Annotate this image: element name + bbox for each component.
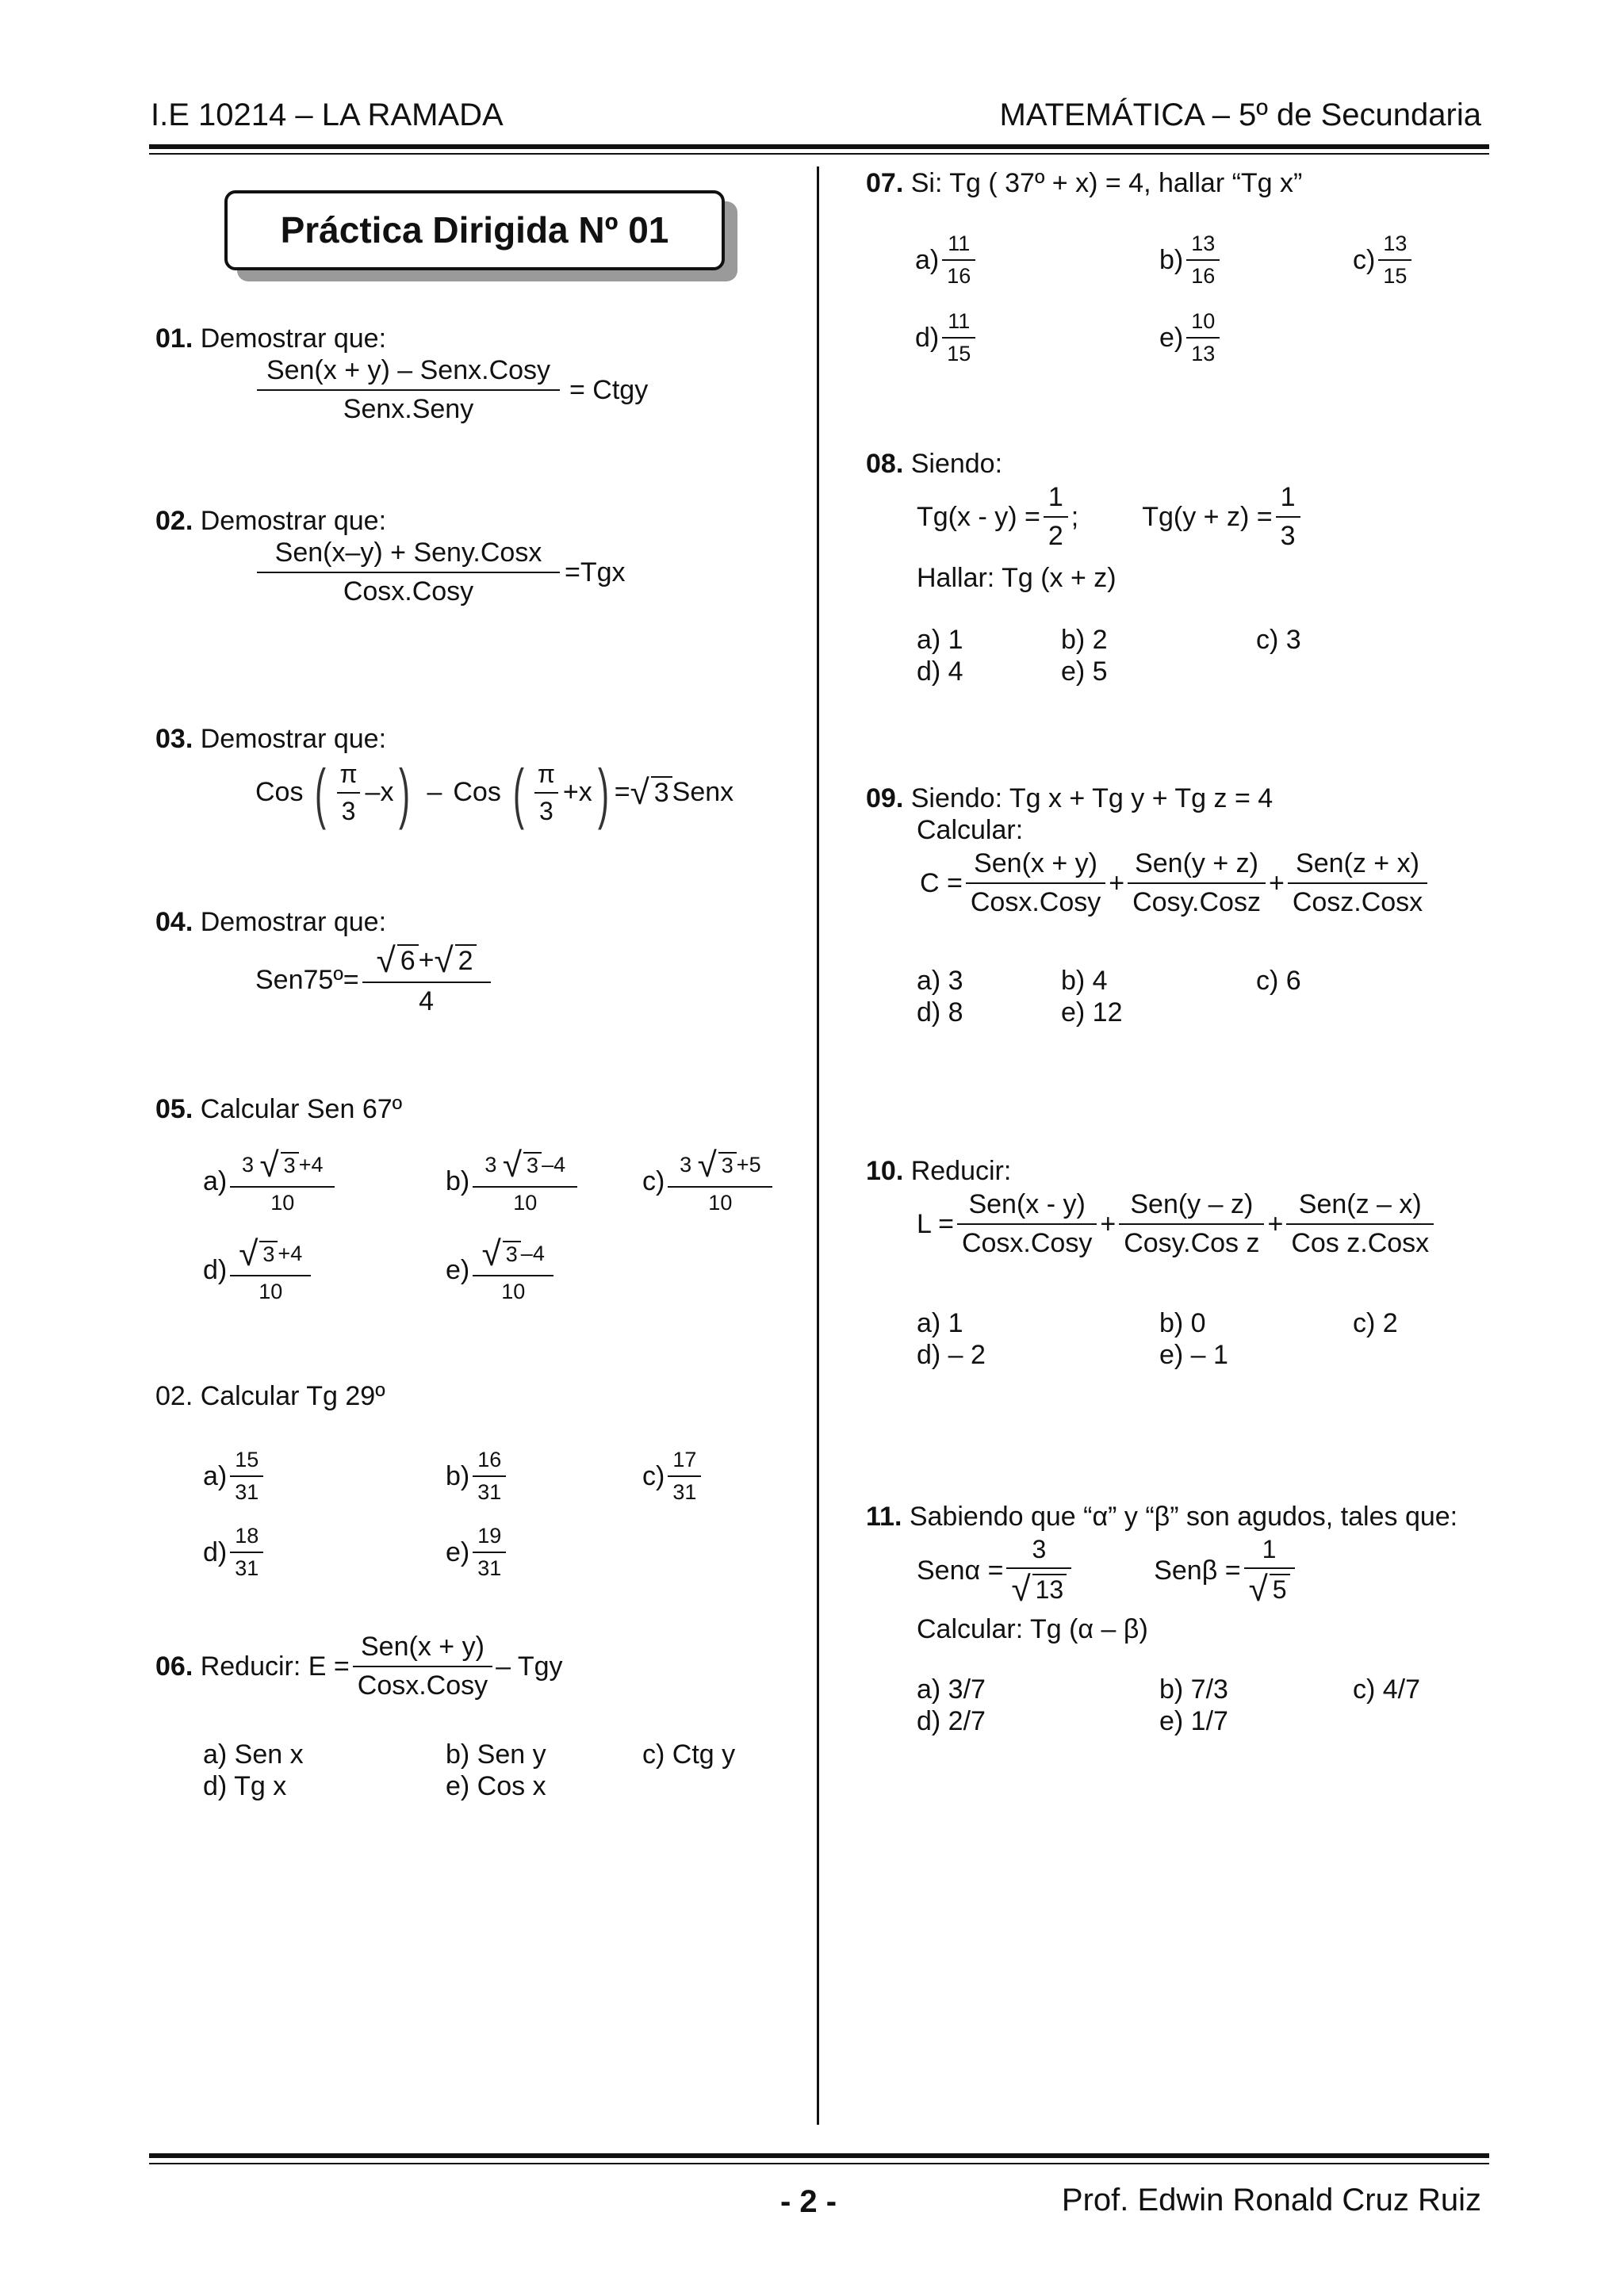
header-course: MATEMÁTICA – 5º de Secundaria (999, 98, 1481, 132)
addend: +4 (278, 1242, 303, 1266)
question-02 (155, 506, 386, 537)
fraction (230, 1524, 263, 1581)
option-a[interactable] (203, 1448, 266, 1505)
option-a[interactable] (203, 1148, 338, 1215)
sqrt-icon: √ (502, 1146, 523, 1184)
cos-term: Cos (255, 777, 304, 808)
denominator: 31 (230, 1475, 263, 1505)
option-label: b) (1159, 244, 1184, 275)
denominator: 3 (1276, 516, 1300, 552)
question-number: 07. (866, 168, 904, 198)
footer-rule (149, 2153, 1489, 2158)
page-number: - 2 - (780, 2184, 837, 2219)
fraction (353, 1632, 492, 1701)
header-rule (149, 144, 1489, 149)
option-b[interactable]: b) 2 (1061, 625, 1108, 655)
option-c[interactable]: c) 3 (1256, 625, 1301, 655)
numerator: 11 (948, 232, 971, 255)
numerator: 1 (1262, 1535, 1277, 1563)
numerator: Sen(z – x) (1298, 1189, 1422, 1219)
denominator: 10 (230, 1186, 335, 1215)
question-07 (866, 168, 1302, 199)
numerator: 13 (1191, 232, 1216, 255)
question-number: 11. (866, 1502, 902, 1532)
fraction (1378, 232, 1411, 289)
numerator: 17 (672, 1448, 697, 1471)
sqrt-icon: √ (1011, 1569, 1031, 1609)
sqrt-icon: √ (481, 1234, 501, 1273)
plus-sign: + (1267, 1208, 1284, 1239)
denominator: Cosx.Cosy (353, 1666, 492, 1701)
fraction (1186, 309, 1220, 366)
denominator: 31 (473, 1475, 506, 1505)
denominator: 15 (942, 337, 975, 366)
option-d[interactable]: d) – 2 (917, 1340, 986, 1370)
option-e[interactable]: e) 12 (1061, 997, 1123, 1027)
question-number: 09. (866, 783, 904, 813)
minus-sign: – (427, 777, 442, 808)
fraction (942, 232, 975, 289)
question-08 (866, 449, 1002, 480)
option-label: c) (642, 1165, 665, 1196)
option-d[interactable] (915, 309, 979, 366)
q03-formula (255, 756, 734, 830)
fraction (1288, 848, 1427, 918)
numerator: Sen(x + y) – Senx.Cosy (266, 355, 551, 385)
fraction (1244, 1535, 1295, 1607)
option-b[interactable] (446, 1148, 580, 1215)
option-a[interactable]: a) 1 (917, 1308, 963, 1338)
q09-formula (920, 848, 1431, 918)
radicand: 5 (1270, 1574, 1290, 1605)
denominator: Cosx.Cosy (257, 572, 560, 607)
option-e[interactable]: e) 5 (1061, 656, 1108, 687)
denominator: Cosx.Cosy (966, 882, 1105, 918)
plus-x: +x (562, 777, 592, 808)
question-10 (866, 1156, 1011, 1187)
denominator: 10 (473, 1275, 553, 1304)
radicand: 3 (503, 1241, 521, 1267)
equation-lhs: Sen75º= (255, 965, 359, 995)
denominator: 31 (230, 1552, 263, 1581)
question-03 (155, 724, 386, 755)
fraction (230, 1148, 335, 1215)
addend: +5 (736, 1153, 761, 1177)
question-number: 06. (155, 1651, 193, 1682)
option-d[interactable]: d) Tg x (203, 1771, 287, 1801)
question-number: 10. (866, 1156, 904, 1186)
footer-rule-thin (149, 2163, 1489, 2164)
question-tg29: 02. Calcular Tg 29º (155, 1381, 385, 1411)
option-a[interactable]: a) Sen x (203, 1739, 304, 1770)
numerator: 15 (235, 1448, 259, 1471)
option-c[interactable]: c) 4/7 (1353, 1674, 1421, 1705)
numerator: Sen(x–y) + Seny.Cosx (274, 538, 542, 568)
coefficient: 3 (680, 1153, 692, 1177)
question-text: Reducir: (910, 1156, 1012, 1186)
sqrt-icon: √ (630, 773, 649, 812)
addend: –4 (542, 1153, 566, 1177)
option-c[interactable]: c) Ctg y (642, 1739, 736, 1770)
option-b[interactable]: b) 0 (1159, 1308, 1206, 1338)
option-label: a) (203, 1460, 228, 1491)
plus-sign: + (1100, 1208, 1116, 1239)
denominator: Cos z.Cosx (1286, 1223, 1434, 1259)
fraction (257, 538, 560, 607)
numerator: Sen(y + z) (1135, 848, 1258, 878)
fraction (473, 1448, 506, 1505)
question-text: Sabiendo que “α” y “β” son agudos, tales que: (909, 1502, 1458, 1532)
question-number: 01. (155, 323, 193, 354)
option-b[interactable]: b) 4 (1061, 966, 1108, 996)
header-school: I.E 10214 – LA RAMADA (151, 98, 504, 132)
equation-rhs: – Tgy (496, 1651, 563, 1682)
paren-open: ( (512, 756, 524, 830)
option-b[interactable] (446, 1448, 509, 1505)
fraction (668, 1448, 701, 1505)
question-number: 05. (155, 1094, 193, 1124)
numerator: 13 (1383, 232, 1408, 255)
q02-formula (254, 538, 626, 607)
option-a[interactable]: a) 3/7 (917, 1674, 986, 1705)
option-label: b) (446, 1165, 470, 1196)
numerator (237, 1148, 328, 1186)
sqrt-icon: √ (239, 1234, 259, 1273)
sqrt-icon: √ (376, 941, 396, 980)
numerator: Sen(z + x) (1296, 848, 1419, 878)
paren-close: ) (399, 756, 411, 830)
q10-formula (917, 1189, 1437, 1259)
numerator: Sen(x - y) (968, 1189, 1086, 1219)
equation-rhs: = Ctgy (569, 374, 649, 405)
equals-sign: = (614, 777, 630, 808)
coefficient: 3 (241, 1153, 254, 1177)
option-d[interactable]: d) 8 (917, 997, 963, 1027)
option-e[interactable] (446, 1524, 509, 1581)
header-rule-thin (149, 153, 1489, 155)
option-label: e) (1159, 322, 1184, 353)
option-c[interactable] (642, 1448, 704, 1505)
option-e[interactable] (1159, 309, 1223, 366)
numerator: 1 (1048, 482, 1063, 512)
numerator: Sen(x + y) (974, 848, 1097, 878)
fraction (1006, 1535, 1071, 1607)
paren-open: ( (315, 756, 327, 830)
denominator: 10 (473, 1186, 577, 1215)
numerator (234, 1234, 307, 1275)
denominator: 3 (534, 792, 558, 826)
radicand: 6 (397, 944, 419, 977)
page-title (224, 190, 725, 270)
sin-beta: Senβ = (1154, 1555, 1241, 1586)
denominator: 4 (362, 982, 491, 1017)
option-label: d) (915, 322, 940, 353)
denominator: 15 (1378, 259, 1411, 289)
numerator: 10 (1191, 309, 1216, 333)
option-b[interactable] (1159, 232, 1223, 289)
radicand: 3 (523, 1152, 542, 1178)
equation-lhs: E = (308, 1651, 350, 1682)
numerator: π (537, 760, 555, 789)
radicand: 13 (1032, 1574, 1067, 1605)
option-c[interactable] (642, 1148, 776, 1215)
q11-find: Calcular: Tg (α – β) (917, 1614, 1148, 1644)
option-c[interactable] (1353, 232, 1415, 289)
equation-rhs: Senx (672, 777, 734, 808)
denominator: 16 (942, 259, 975, 289)
numerator: 1 (1280, 482, 1296, 512)
radicand: 3 (651, 776, 672, 809)
option-d[interactable]: d) 2/7 (917, 1706, 986, 1736)
denominator: Cosz.Cosx (1288, 882, 1427, 918)
equation-rhs: =Tgx (565, 557, 626, 587)
fraction (473, 1234, 553, 1304)
fraction (668, 1148, 772, 1215)
fraction (230, 1234, 311, 1304)
question-text: Demostrar que: (200, 323, 387, 354)
pi-over-3 (335, 760, 362, 826)
question-number: 04. (155, 907, 193, 937)
sqrt-icon: √ (697, 1146, 717, 1184)
fraction (966, 848, 1105, 918)
fraction (957, 1189, 1097, 1259)
denominator (1244, 1567, 1295, 1607)
option-label: a) (203, 1165, 228, 1196)
fraction (473, 1524, 506, 1581)
plus-sign: + (1268, 867, 1285, 898)
q08-find: Hallar: Tg (x + z) (917, 563, 1116, 593)
denominator: 10 (230, 1275, 311, 1304)
question-04 (155, 907, 386, 938)
option-d[interactable] (203, 1524, 266, 1581)
equation-part: Tg(y + z) = (1142, 501, 1273, 532)
question-text: Demostrar que: (200, 506, 387, 536)
question-01 (155, 323, 386, 354)
option-e[interactable]: e) – 1 (1159, 1340, 1228, 1370)
denominator: 31 (668, 1475, 701, 1505)
denominator: Cosy.Cos z (1119, 1223, 1264, 1259)
numerator (480, 1148, 570, 1186)
numerator: Sen(x + y) (361, 1632, 485, 1662)
numerator: Sen(y – z) (1130, 1189, 1254, 1219)
option-label: a) (915, 244, 940, 275)
question-number: 08. (866, 449, 904, 479)
option-label: e) (446, 1254, 470, 1285)
numerator: π (339, 760, 358, 789)
equation-lhs: C = (920, 867, 963, 898)
fraction (1128, 848, 1266, 918)
denominator: 3 (337, 792, 361, 826)
denominator: Senx.Seny (257, 389, 560, 425)
equation-part: Tg(x - y) = (917, 501, 1040, 532)
coefficient: 3 (485, 1153, 497, 1177)
denominator: 16 (1186, 259, 1220, 289)
footer-author: Prof. Edwin Ronald Cruz Ruiz (1061, 2183, 1481, 2218)
option-label: e) (446, 1536, 470, 1567)
denominator: Cosy.Cosz (1128, 882, 1266, 918)
option-a[interactable]: a) 3 (917, 966, 963, 996)
question-05 (155, 1094, 402, 1125)
option-label: b) (446, 1460, 470, 1491)
denominator: 10 (668, 1186, 772, 1215)
numerator (477, 1234, 550, 1275)
question-11 (866, 1502, 1457, 1533)
numerator: 11 (948, 309, 971, 333)
separator: ; (1071, 501, 1079, 532)
option-e[interactable]: e) Cos x (446, 1771, 546, 1801)
fraction (473, 1148, 577, 1215)
option-e[interactable]: e) 1/7 (1159, 1706, 1228, 1736)
option-label: d) (203, 1536, 228, 1567)
question-09 (866, 783, 1273, 814)
option-c[interactable]: c) 6 (1256, 966, 1301, 996)
pi-over-3 (533, 760, 560, 826)
question-text: Calcular Sen 67º (200, 1094, 403, 1124)
q04-formula (255, 943, 494, 1017)
fraction (230, 1448, 263, 1505)
question-text: Si: Tg ( 37º + x) = 4, hallar “Tg x” (910, 168, 1303, 198)
question-06 (155, 1632, 563, 1701)
minus-x: –x (365, 777, 394, 808)
option-d[interactable]: d) 4 (917, 656, 963, 687)
question-text: Demostrar que: (200, 724, 387, 754)
denominator: 2 (1044, 516, 1068, 552)
denominator: 31 (473, 1552, 506, 1581)
sqrt-icon: √ (434, 941, 454, 980)
addend: –4 (520, 1242, 545, 1266)
question-text: Siendo: Tg x + Tg y + Tg z = 4 (910, 783, 1274, 813)
option-b[interactable]: b) 7/3 (1159, 1674, 1228, 1705)
fraction (1276, 482, 1300, 552)
question-text: Siendo: (910, 449, 1003, 479)
fraction (1044, 482, 1068, 552)
numerator: 3 (1032, 1535, 1047, 1563)
question-text: Demostrar que: (200, 907, 387, 937)
question-number: 02. (155, 506, 193, 536)
question-text: Reducir: (200, 1651, 301, 1682)
addend: +4 (298, 1153, 324, 1177)
radicand: 3 (259, 1241, 278, 1267)
equation-lhs: L = (917, 1208, 954, 1239)
radicand: 3 (718, 1152, 737, 1178)
q09-calc: Calcular: (917, 815, 1024, 845)
sin-alpha: Senα = (917, 1555, 1004, 1586)
option-e[interactable] (446, 1234, 557, 1304)
option-label: c) (1353, 244, 1376, 275)
option-b[interactable]: b) Sen y (446, 1739, 546, 1770)
sqrt-icon: √ (1248, 1569, 1268, 1609)
fraction (257, 355, 560, 425)
denominator (1006, 1567, 1071, 1607)
numerator: 16 (477, 1448, 502, 1471)
radicand: 2 (455, 944, 477, 977)
numerator (675, 1148, 766, 1186)
sqrt-icon: √ (259, 1146, 279, 1184)
fraction (942, 309, 975, 366)
fraction (1119, 1189, 1264, 1259)
q11-formula (917, 1535, 1298, 1607)
question-number: 03. (155, 724, 193, 754)
numerator: 19 (477, 1524, 502, 1548)
fraction (362, 943, 491, 1017)
denominator: Cosx.Cosy (957, 1223, 1097, 1259)
option-c[interactable]: c) 2 (1353, 1308, 1398, 1338)
option-d[interactable] (203, 1234, 314, 1304)
q01-formula (254, 355, 648, 425)
option-a[interactable]: a) 1 (917, 625, 963, 655)
denominator: 13 (1186, 337, 1220, 366)
page-title-text: Práctica Dirigida Nº 01 (280, 209, 669, 251)
plus-sign: + (418, 945, 435, 976)
radicand: 3 (281, 1152, 299, 1178)
paren-close: ) (597, 756, 609, 830)
fraction (1186, 232, 1220, 289)
cos-term: Cos (453, 777, 501, 808)
column-divider (817, 166, 819, 2125)
option-a[interactable] (915, 232, 979, 289)
q08-formula (917, 482, 1304, 552)
fraction (1286, 1189, 1434, 1259)
numerator (372, 943, 481, 982)
plus-sign: + (1109, 867, 1125, 898)
numerator: 18 (235, 1524, 259, 1548)
option-label: c) (642, 1460, 665, 1491)
option-label: d) (203, 1254, 228, 1285)
